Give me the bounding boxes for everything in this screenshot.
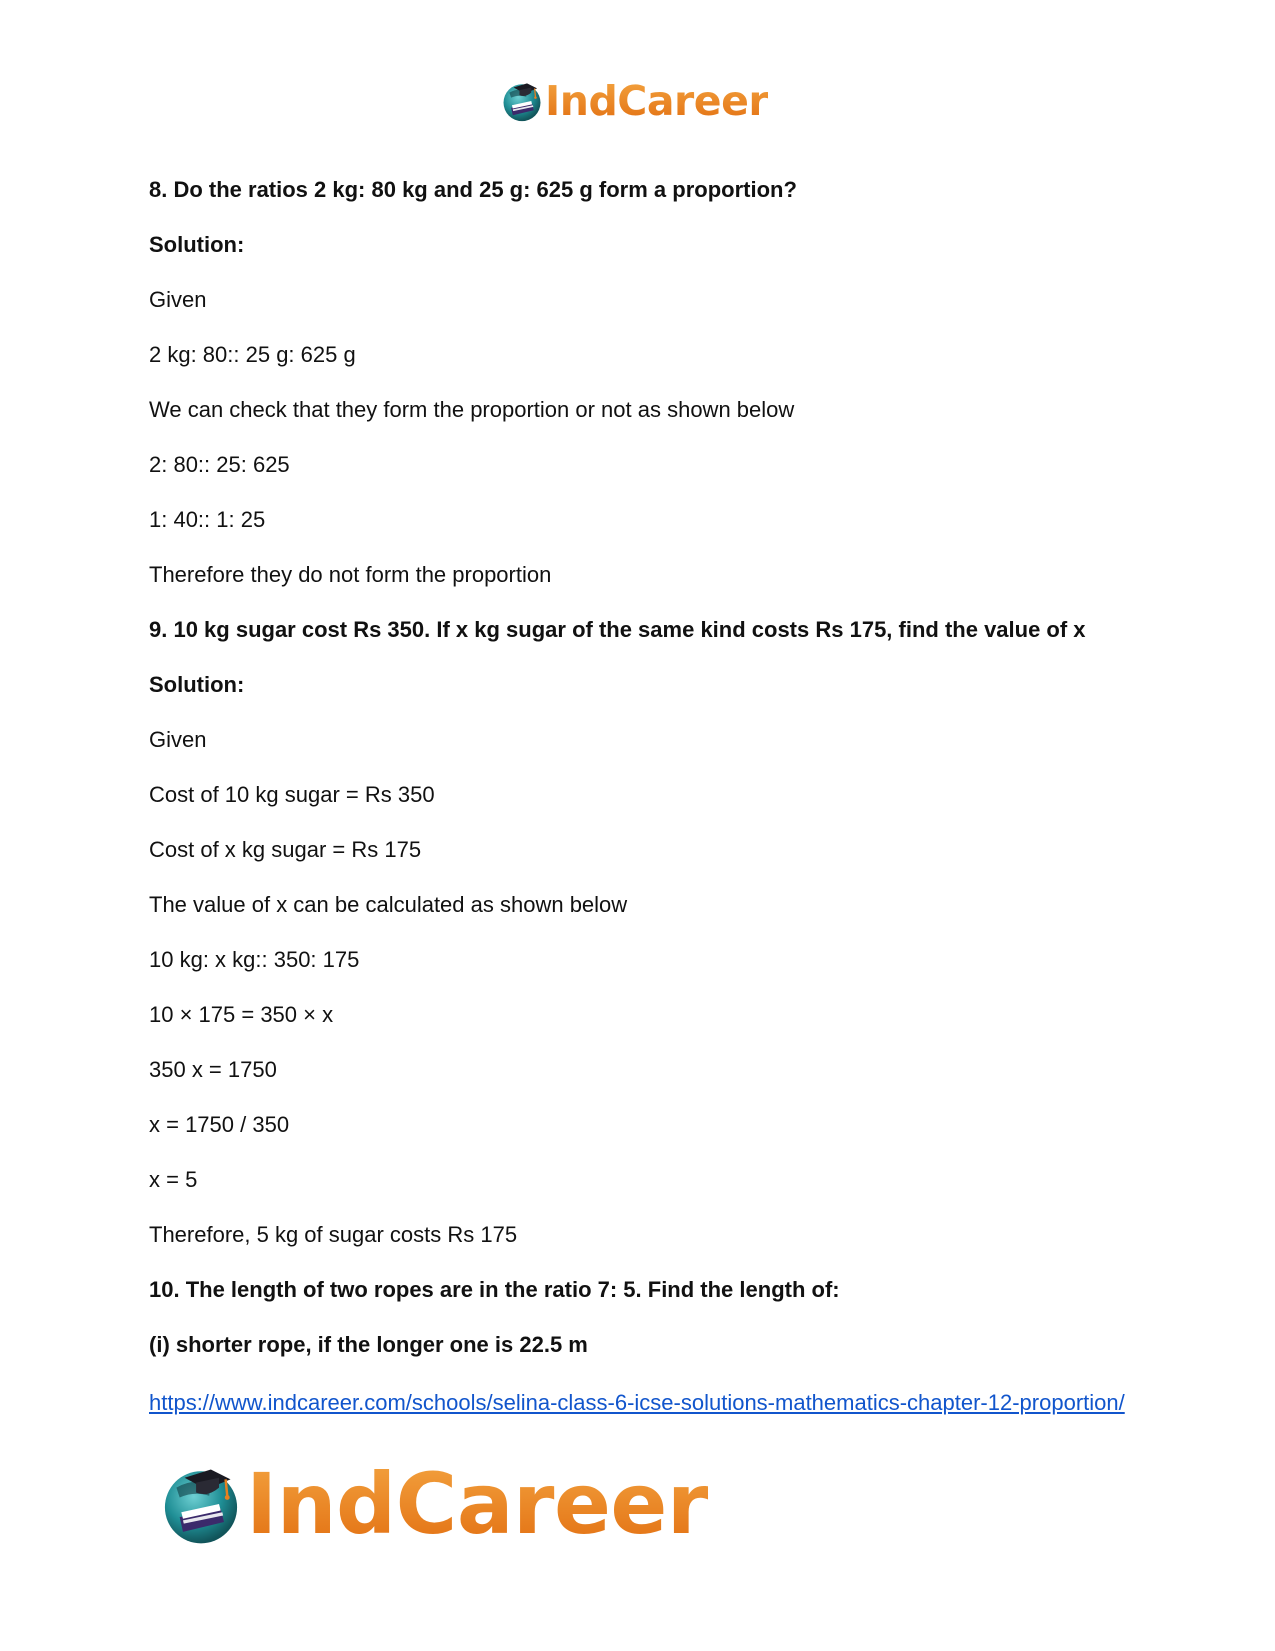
- document-body: [149, 175, 1139, 1385]
- question-line: 9. 10 kg sugar cost Rs 350. If x kg sugar of the same kind costs Rs 175, find the value of x: [149, 617, 1086, 642]
- text-line: The value of x can be calculated as shown below: [149, 892, 628, 917]
- question-line: Solution:: [149, 232, 245, 257]
- text-line: x = 5: [149, 1167, 198, 1192]
- source-link[interactable]: https://www.indcareer.com/schools/selina-class-6-icse-solutions-mathematics-chapter-12-proportion/: [149, 1390, 1125, 1415]
- text-line: Cost of x kg sugar = Rs 175: [149, 837, 422, 862]
- text-line: Given: [149, 287, 207, 312]
- globe-book-icon: [160, 1463, 242, 1545]
- text-line: Cost of 10 kg sugar = Rs 350: [149, 782, 435, 807]
- text-line: We can check that they form the proportion or not as shown below: [149, 397, 795, 422]
- text-line: 1: 40:: 1: 25: [149, 507, 266, 532]
- globe-book-icon: [501, 80, 543, 122]
- text-line: 2: 80:: 25: 625: [149, 452, 290, 477]
- footer-logo: [160, 1455, 708, 1553]
- question-line: 8. Do the ratios 2 kg: 80 kg and 25 g: 625 g form a proportion?: [149, 177, 797, 202]
- question-line: 10. The length of two ropes are in the ratio 7: 5. Find the length of:: [149, 1277, 840, 1302]
- text-line: Therefore they do not form the proportion: [149, 562, 552, 587]
- footer-logo-text: IndCareer: [246, 1455, 708, 1553]
- text-line: x = 1750 / 350: [149, 1112, 290, 1137]
- question-line: (i) shorter rope, if the longer one is 22.5 m: [149, 1332, 588, 1357]
- text-line: Given: [149, 727, 207, 752]
- text-line: Therefore, 5 kg of sugar costs Rs 175: [149, 1222, 518, 1247]
- text-line: 10 × 175 = 350 × x: [149, 1002, 334, 1027]
- header-logo-text: IndCareer: [545, 76, 769, 125]
- question-line: Solution:: [149, 672, 245, 697]
- header-logo: [501, 76, 769, 125]
- text-line: 350 x = 1750: [149, 1057, 277, 1082]
- text-line: 2 kg: 80:: 25 g: 625 g: [149, 342, 356, 367]
- text-line: 10 kg: x kg:: 350: 175: [149, 947, 360, 972]
